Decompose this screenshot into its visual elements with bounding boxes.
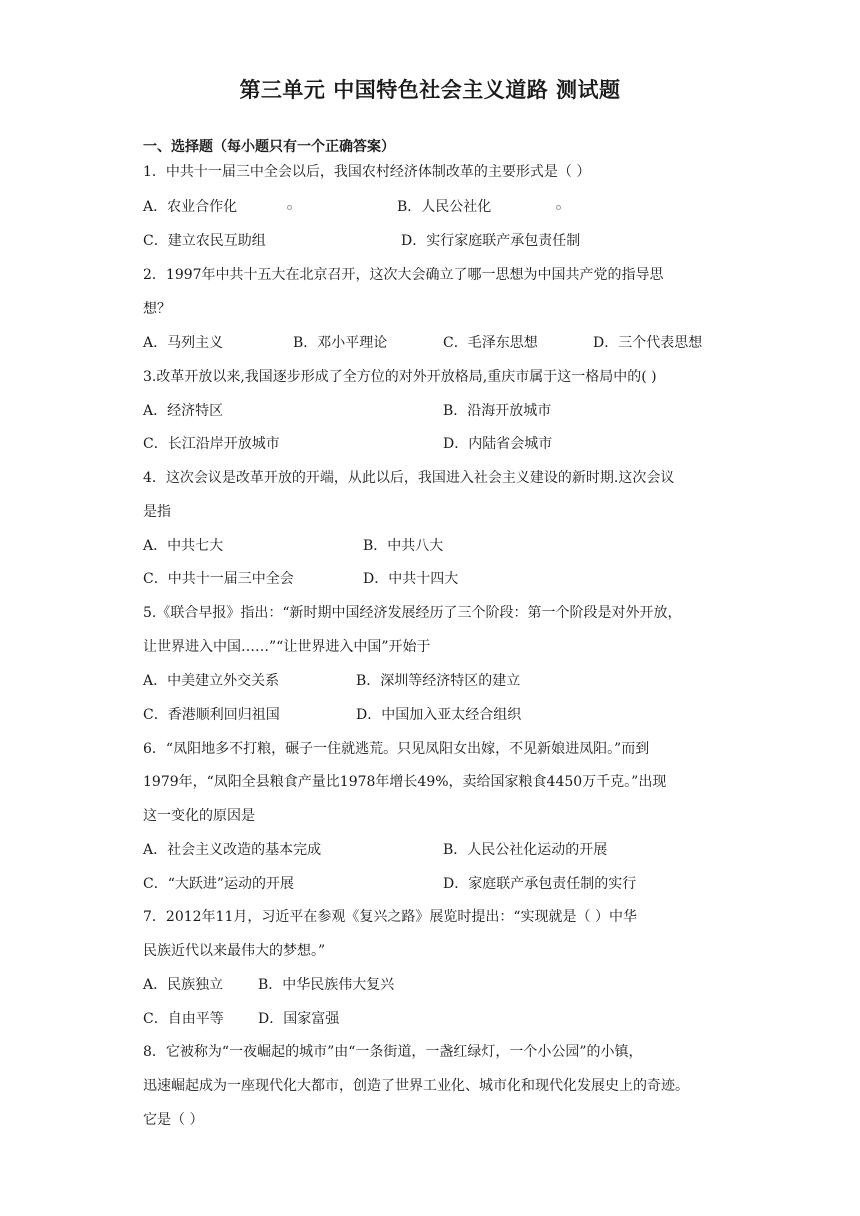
question-6-option-b[interactable]: B．人民公社化运动的开展 <box>443 842 608 858</box>
question-5-option-c[interactable]: C．香港顺利回归祖国 <box>143 707 280 723</box>
question-3-option-b[interactable]: B．沿海开放城市 <box>443 403 552 419</box>
question-5-option-d[interactable]: D．中国加入亚太经合组织 <box>356 707 522 723</box>
question-5-stem-line-2: 让世界进入中国……”“让世界进入中国”开始于 <box>143 639 431 655</box>
question-1-option-c[interactable]: C．建立农民互助组 <box>143 233 266 249</box>
question-2-option-c[interactable]: C．毛泽东思想 <box>443 335 538 351</box>
question-7-option-b[interactable]: B．中华民族伟大复兴 <box>258 977 395 993</box>
question-8-stem-line-1: 8．它被称为“一夜崛起的城市”由“一条街道，一盏红绿灯，一个小公园”的小镇， <box>143 1044 643 1060</box>
question-7-option-a[interactable]: A．民族独立 <box>143 977 224 993</box>
question-8-stem-line-2: 迅速崛起成为一座现代化大都市，创造了世界工业化、城市化和现代化发展史上的奇迹。 <box>143 1078 689 1094</box>
question-4-option-c[interactable]: C．中共十一届三中全会 <box>143 571 294 587</box>
question-2-option-a[interactable]: A．马列主义 <box>143 335 224 351</box>
question-2-stem-line-1: 2．1997年中共十五大在北京召开，这次大会确立了哪一思想为中国共产党的指导思 <box>143 267 664 283</box>
margin-dot <box>287 205 292 210</box>
question-4-option-b[interactable]: B．中共八大 <box>363 538 444 554</box>
question-7-stem-line-1: 7．2012年11月，习近平在参观《复兴之路》展览时提出：“实现就是（ ）中华 <box>143 909 637 925</box>
question-5-stem-line-1: 5.《联合早报》指出：“新时期中国经济发展经历了三个阶段：第一个阶段是对外开放， <box>143 605 682 621</box>
page-title: 第三单元 中国特色社会主义道路 测试题 <box>239 78 621 102</box>
question-4-option-a[interactable]: A．中共七大 <box>143 538 224 554</box>
question-2-option-b[interactable]: B．邓小平理论 <box>293 335 388 351</box>
question-6-stem-line-2: 1979年，“凤阳全县粮食产量比1978年增长49%，卖给国家粮食4450万千克。”出现 <box>143 774 667 790</box>
question-5-option-a[interactable]: A．中美建立外交关系 <box>143 673 280 689</box>
question-7-option-c[interactable]: C．自由平等 <box>143 1011 224 1027</box>
question-3-option-c[interactable]: C．长江沿岸开放城市 <box>143 436 280 452</box>
question-1-stem: 1．中共十一届三中全会以后，我国农村经济体制改革的主要形式是（ ） <box>143 164 591 180</box>
question-4-stem-line-1: 4．这次会议是改革开放的开端，从此以后，我国进入社会主义建设的新时期.这次会议 <box>143 470 675 486</box>
question-7-option-d[interactable]: D．国家富强 <box>258 1011 340 1027</box>
question-4-stem-line-2: 是指 <box>143 504 171 520</box>
section-heading: 一、选择题（每小题只有一个正确答案） <box>143 139 395 155</box>
question-1-option-a[interactable]: A．农业合作化 <box>143 199 238 215</box>
question-2-stem-line-2: 想？ <box>143 301 171 317</box>
question-1-option-d[interactable]: D．实行家庭联产承包责任制 <box>401 233 581 249</box>
question-6-stem-line-1: 6．“凤阳地多不打粮，碾子一住就逃荒。只见凤阳女出嫁，不见新娘进凤阳。”而到 <box>143 741 650 757</box>
question-3-option-d[interactable]: D．内陆省会城市 <box>443 436 553 452</box>
question-6-option-d[interactable]: D．家庭联产承包责任制的实行 <box>443 876 637 892</box>
question-6-option-c[interactable]: C．“大跃进”运动的开展 <box>143 876 295 892</box>
question-8-stem-line-3: 它是（ ） <box>143 1112 204 1128</box>
question-3-stem: 3.改革开放以来,我国逐步形成了全方位的对外开放格局,重庆市属于这一格局中的( ) <box>143 369 657 385</box>
margin-dot <box>556 205 561 210</box>
question-6-option-a[interactable]: A．社会主义改造的基本完成 <box>143 842 322 858</box>
question-2-option-d[interactable]: D．三个代表思想 <box>593 335 703 351</box>
question-6-stem-line-3: 这一变化的原因是 <box>143 808 255 824</box>
question-1-option-b[interactable]: B．人民公社化 <box>397 199 492 215</box>
question-5-option-b[interactable]: B．深圳等经济特区的建立 <box>356 673 521 689</box>
question-4-option-d[interactable]: D．中共十四大 <box>363 571 459 587</box>
question-7-stem-line-2: 民族近代以来最伟大的梦想。” <box>143 943 326 959</box>
question-3-option-a[interactable]: A．经济特区 <box>143 403 224 419</box>
